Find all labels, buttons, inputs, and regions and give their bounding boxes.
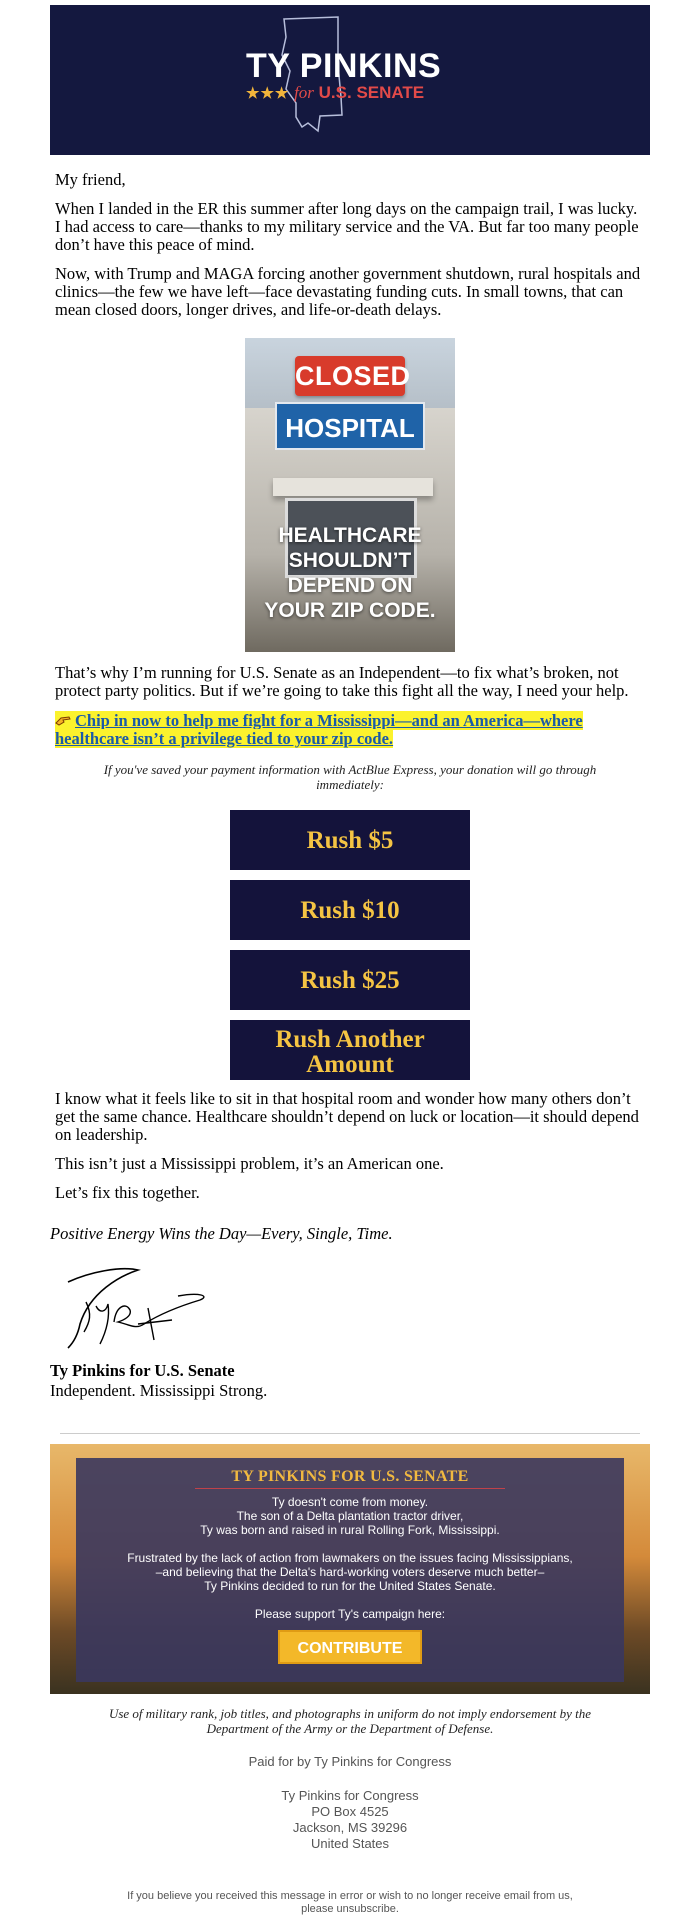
tagline: Positive Energy Wins the Day—Every, Single, Time. [50,1224,393,1243]
closed-hospital-image[interactable] [245,338,455,652]
paragraph-4: I know what it feels like to sit in that hospital room and wonder how many others don’t get the same chance. Healthcare shouldn’t depend on luck or location—it should depend on leadership. [55,1089,639,1144]
logo-subtitle [246,83,424,103]
rush-another-line-2: Amount [306,1051,394,1078]
footer-divider [60,1433,640,1434]
contribute-button[interactable]: CONTRIBUTE [278,1630,422,1664]
banner-line: Ty was born and raised in rural Rolling Fork, Mississippi. [200,1523,500,1537]
address-org: Ty Pinkins for Congress [281,1788,419,1803]
chip-in-link-text: Chip in now to help me fight for a Mississippi—and an America—where healthcare isn’t a privilege tied to your zip code. [55,711,583,748]
banner-rule [195,1488,505,1489]
rush-another-line-1: Rush Another [275,1026,425,1053]
logo-name: TY PINKINS [246,47,442,85]
address-country: United States [310,1836,390,1851]
banner-panel [76,1458,624,1682]
letter-body-3 [50,1090,650,1202]
logo-office: U.S. SENATE [318,83,425,102]
campaign-header [50,5,650,155]
paragraph-6: Let’s fix this together. [55,1183,200,1202]
rush-5-button[interactable]: Rush $5 [230,810,470,870]
closed-sign: CLOSED [295,356,405,396]
logo-for: for [294,83,314,102]
banner-line: Please support Ty's campaign here: [254,1607,446,1621]
hero-caption-line: HEALTHCARE [278,524,422,547]
banner-title: TY PINKINS FOR U.S. SENATE [231,1468,469,1485]
email-footer [50,1754,650,1916]
paragraph-1: When I landed in the ER this summer after long days on the campaign trail, I was lucky. I had access to care—thanks to my military service and the VA. But far too many people don’t have this peace of mind. [55,199,639,254]
hero-caption-line: DEPEND ON [287,574,413,597]
paragraph-2: Now, with Trump and MAGA forcing another government shutdown, rural hospitals and clinics—the few we have left—face devastating funding cuts. In small towns, that can mean closed doors, longer drives, and life-or-death delays. [55,264,641,319]
hero-caption-line: YOUR ZIP CODE. [264,599,436,622]
banner-line: Ty Pinkins decided to run for the United States Senate. [204,1579,496,1593]
stars-icon: ★★★ [246,85,290,102]
address-city: Jackson, MS 39296 [292,1820,408,1835]
banner-line: The son of a Delta plantation tractor driver, [236,1509,464,1523]
paid-for-by: Paid for by Ty Pinkins for Congress [248,1754,452,1769]
mailing-address [50,1788,650,1852]
military-disclaimer: Use of military rank, job titles, and photographs in uniform do not imply endorsement by the Department of the Army or the Department of Defense. [108,1706,592,1736]
paragraph-5: This isn’t just a Mississippi problem, it’s an American one. [55,1154,444,1173]
chip-in-link[interactable] [55,711,583,748]
greeting: My friend, [55,170,126,189]
hospital-sign: HOSPITAL [275,402,425,450]
rush-25-button[interactable]: Rush $25 [230,950,470,1010]
email-container [50,5,650,1916]
campaign-banner [50,1444,650,1694]
rush-another-amount-button[interactable] [230,1020,470,1080]
rush-10-button[interactable]: Rush $10 [230,880,470,940]
signature-subtitle: Independent. Mississippi Strong. [50,1381,268,1400]
actblue-express-note: If you've saved your payment information with ActBlue Express, your donation will go through immediately: [103,762,597,792]
entrance-canopy [273,478,433,496]
signature-name: Ty Pinkins for U.S. Senate [50,1361,235,1380]
handwritten-signature [50,1262,210,1352]
pointing-hand-icon [55,712,75,730]
unsubscribe-text[interactable]: If you believe you received this message in error or wish to no longer receive email from us, please unsubscribe. [127,1890,573,1915]
banner-line: Frustrated by the lack of action from lawmakers on the issues facing Mississippians, [127,1551,573,1565]
banner-line: Ty doesn't come from money. [271,1495,429,1509]
cta-paragraph [55,712,645,748]
address-street: PO Box 4525 [311,1804,389,1819]
hero-caption-line: SHOULDN’T [288,549,412,572]
paragraph-3: That’s why I’m running for U.S. Senate as an Independent—to fix what’s broken, not protect party politics. But if we’re going to take this fight all the way, I need your help. [55,663,629,700]
banner-line: –and believing that the Delta's hard-working voters deserve much better– [155,1565,545,1579]
banner-text [76,1495,624,1621]
letter-body [50,171,650,319]
letter-body-2 [50,664,650,748]
hero-caption [245,523,455,623]
